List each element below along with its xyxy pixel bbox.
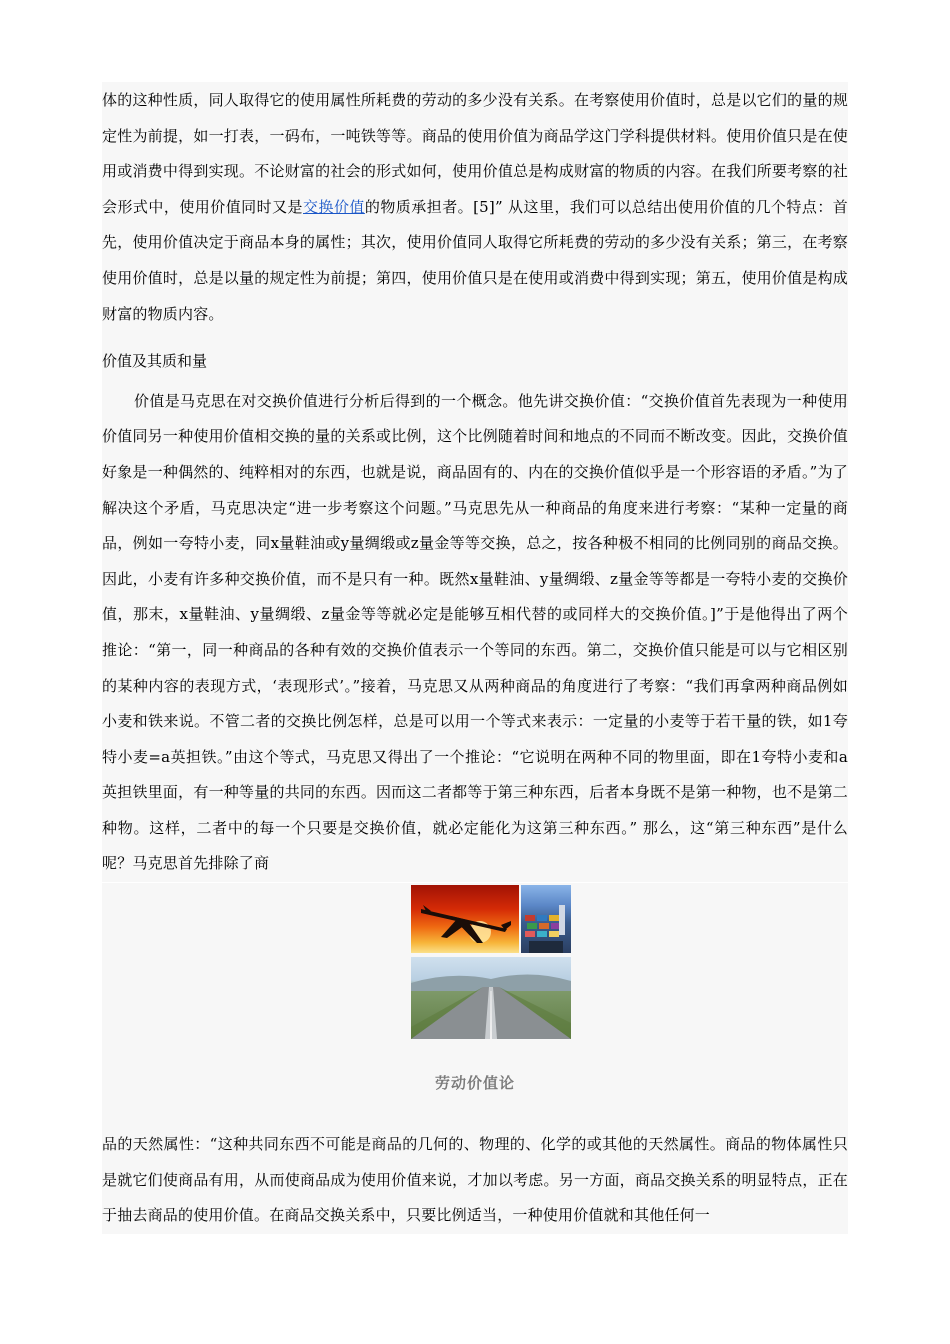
figure-block [102, 883, 848, 1127]
airplane-sunset-photo [411, 885, 519, 953]
paragraph-value-analysis: 价值是马克思在对交换价值进行分析后得到的一个概念。他先讲交换价值：“交换价值首先表现为一种使用价值同另一种使用价值相交换的量的关系或比例，这个比例随着时间和地点的不同而不断改变。因此，交换价值好象是一种偶然的、纯粹相对的东西，也就是说，商品固有的、内在的交换价值似乎是一个形容语的矛盾。”为了解决这个矛盾，马克思决定“进一步考察这个问题。”马克思先从一种商品的角度来进行考察：“某种一定量的商品，例如一夸特小麦，同x量鞋油或y量绸缎或z量金等等交换，总之，按各种极不相同的比例同别的商品交换。因此，小麦有许多种交换价值，而不是只有一种。既然x量鞋油、y量绸缎、z量金等等都是一夸特小麦的交换价值，那末，x量鞋油、y量绸缎、z量金等等就必定是能够互相代替的或同样大的交换价值。]”于是他得出了两个推论：“第一，同一种商品的各种有效的交换价值表示一个等同的东西。第二，交换价值只能是可以与它相区别的某种内容的表现方式，‘表现形式’。”接着，马克思又从两种商品的角度进行了考察：“我们再拿两种商品例如小麦和铁来说。不管二者的交换比例怎样，总是可以用一个等式来表示：一定量的小麦等于若干量的铁，如1夸特小麦=a英担铁。”由这个等式，马克思又得出了一个推论：“它说明在两种不同的物里面，即在1夸特小麦和a英担铁里面，有一种等量的共同的东西。因而这二者都等于第三种东西，后者本身既不是第一种物，也不是第二种物。这样，二者中的每一个只要是交换价值，就必定能化为这第三种东西。” 那么，这“第三种东西”是什么呢？马克思首先排除了商 [102, 391, 848, 873]
document-body [102, 82, 848, 1234]
figure-image-collage [411, 883, 571, 1039]
paragraph-text-before-link: 体的这种性质，同人取得它的使用属性所耗费的劳动的多少没有关系。在考察使用价值时，总是以它们的量的规定性为前提，如一打表，一码布，一吨铁等等。商品的使用价值为商品学这门学科提供材料。使用价值只是在使用或消费中得到实现。不论财富的社会的形式如何，使用价值总是构成财富的物质的内容。在我们所要考察的社会形式中，使用价值同时又是 [102, 91, 848, 216]
container-port-photo [521, 885, 571, 953]
section-heading: 价值及其质和量 [102, 352, 208, 371]
exchange-value-link[interactable]: 交换价值 [303, 197, 365, 216]
figure-caption: 劳动价值论 [434, 1074, 515, 1093]
paragraph-text-after-link: 的物质承担者。[5]” 从这里，我们可以总结出使用价值的几个特点：首先，使用价值决定于商品本身的属性；其次，使用价值同人取得它所耗费的劳动的多少没有关系；第三，在考察使用价值时，总是以量的规定性为前提；第四，使用价值只是在使用或消费中得到实现；第五，使用价值是构成财富的物质内容。 [102, 197, 848, 323]
paragraph-use-value [102, 82, 848, 332]
paragraph-natural-attributes: 品的天然属性：“这种共同东西不可能是商品的几何的、物理的、化学的或其他的天然属性。商品的物体属性只是就它们使商品有用，从而使商品成为使用价值来说，才加以考虑。另一方面，商品交换关系的明显特点，正在于抽去商品的使用价值。在商品交换关系中，只要比例适当，一种使用价值就和其他任何一 [102, 1135, 848, 1225]
article-block-top [102, 82, 848, 882]
article-block-bottom [102, 1127, 848, 1234]
highway-photo [411, 957, 571, 1039]
